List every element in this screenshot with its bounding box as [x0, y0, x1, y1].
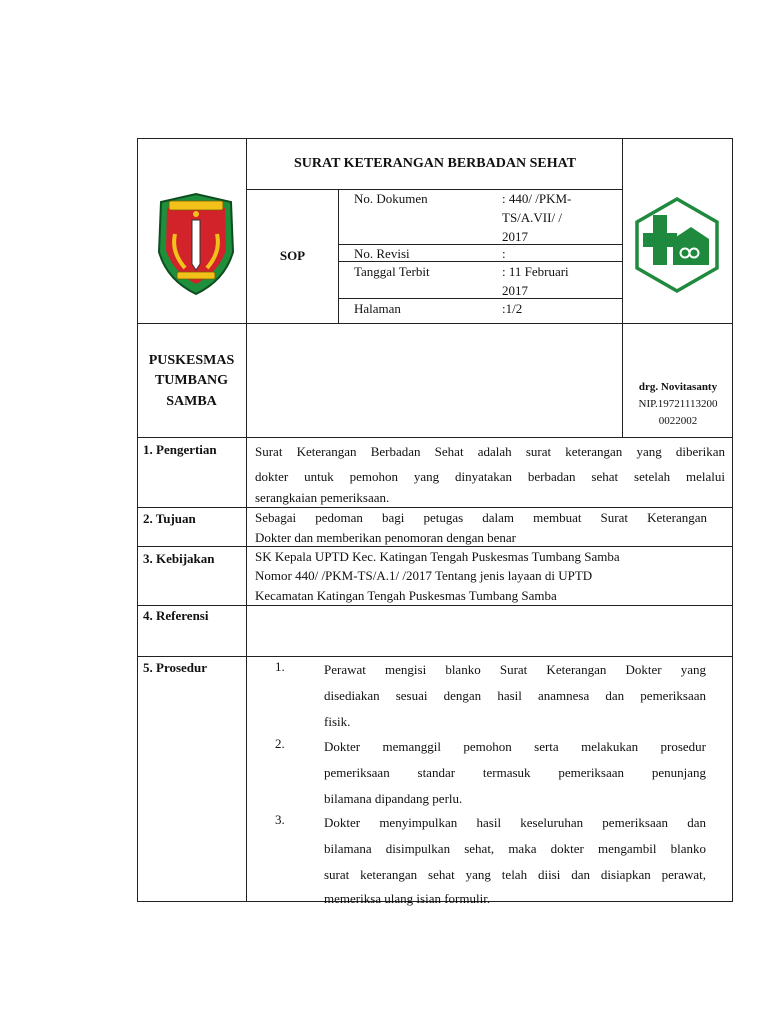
- meta-label-page: Halaman: [354, 301, 401, 316]
- meta-value-page: :1/2: [502, 301, 523, 316]
- meta-value-doc-number-line1: : 440/ /PKM-: [502, 191, 572, 206]
- meta-value-doc-number-line2: TS/A.VII/ /: [502, 210, 562, 225]
- divider: [338, 189, 339, 323]
- procedure-3-line1: Dokter menyimpulkan hasil keseluruhan pemeriksaan dan: [324, 815, 706, 830]
- sop-label: SOP: [279, 248, 306, 263]
- kabupaten-katingan-logo: [155, 192, 237, 296]
- kebijakan-line3: Kecamatan Katingan Tengah Puskesmas Tumbang Samba: [255, 588, 557, 603]
- divider: [137, 605, 733, 606]
- section-label-referensi: 4. Referensi: [143, 608, 209, 623]
- procedure-3-line2: bilamana disimpulkan sehat, maka dokter mengambil blanko: [324, 841, 706, 856]
- section-label-prosedur: 5. Prosedur: [143, 660, 208, 675]
- signer-name: drg. Novitasanty: [638, 381, 718, 393]
- procedure-2-line2: pemeriksaan standar termasuk pemeriksaan penunjang: [324, 765, 706, 780]
- document-title: SURAT KETERANGAN BERBADAN SEHAT: [294, 156, 576, 171]
- divider: [246, 138, 247, 437]
- pengertian-line1: Surat Keterangan Berbadan Sehat adalah surat keterangan yang diberikan: [255, 444, 725, 459]
- meta-value-issue-date-line1: : 11 Februari: [502, 264, 569, 279]
- procedure-number: 2.: [275, 736, 285, 751]
- procedure-1-line3: fisik.: [324, 714, 351, 729]
- divider: [137, 323, 733, 324]
- signer-nip-line2: 0022002: [658, 415, 698, 427]
- tujuan-line1: Sebagai pedoman bagi petugas dalam membuat Surat Keterangan: [255, 510, 707, 525]
- org-name-line1: PUSKESMAS: [148, 353, 235, 368]
- divider: [137, 437, 733, 438]
- meta-value-issue-date-line2: 2017: [502, 283, 528, 298]
- section-label-pengertian: 1. Pengertian: [143, 442, 217, 457]
- pengertian-line3: serangkaian pemeriksaan.: [255, 490, 390, 505]
- border-right: [732, 138, 733, 902]
- procedure-3-line3: surat keterangan sehat yang telah diisi dan disiapkan perawat,: [324, 867, 706, 882]
- kebijakan-line1: SK Kepala UPTD Kec. Katingan Tengah Puskesmas Tumbang Samba: [255, 549, 620, 564]
- procedure-1-line1: Perawat mengisi blanko Surat Keterangan Dokter yang: [324, 662, 706, 677]
- meta-label-revision: No. Revisi: [354, 246, 410, 261]
- pengertian-line2: dokter untuk pemohon yang dinyatakan berbadan sehat setelah melalui: [255, 469, 725, 484]
- section-label-kebijakan: 3. Kebijakan: [143, 551, 215, 566]
- sop-document: [137, 138, 733, 906]
- divider: [246, 437, 247, 902]
- border-top: [137, 138, 733, 139]
- meta-value-doc-number-line3: 2017: [502, 229, 528, 244]
- meta-value-revision: :: [502, 246, 506, 261]
- border-left: [137, 138, 138, 902]
- puskesmas-logo: [629, 195, 725, 295]
- org-name-line2: TUMBANG: [154, 373, 229, 388]
- section-label-tujuan: 2. Tujuan: [143, 511, 196, 526]
- procedure-number: 1.: [275, 659, 285, 674]
- meta-label-doc-number: No. Dokumen: [354, 191, 428, 206]
- meta-label-issue-date: Tanggal Terbit: [354, 264, 430, 279]
- procedure-2-line1: Dokter memanggil pemohon serta melakukan prosedur: [324, 739, 706, 754]
- tujuan-line2: Dokter dan memberikan penomoran dengan benar: [255, 530, 516, 545]
- kebijakan-line2: Nomor 440/ /PKM-TS/A.1/ /2017 Tentang jenis layaan di UPTD: [255, 568, 593, 583]
- procedure-1-line2: disediakan sesuai dengan hasil anamnesa dan pemeriksaan: [324, 688, 706, 703]
- procedure-number: 3.: [275, 812, 285, 827]
- org-name-line3: SAMBA: [166, 394, 217, 409]
- signer-nip-line1: NIP.19721113200: [638, 398, 718, 410]
- procedure-3-line4: memeriksa ulang isian formulir.: [324, 891, 491, 906]
- procedure-2-line3: bilamana dipandang perlu.: [324, 791, 463, 806]
